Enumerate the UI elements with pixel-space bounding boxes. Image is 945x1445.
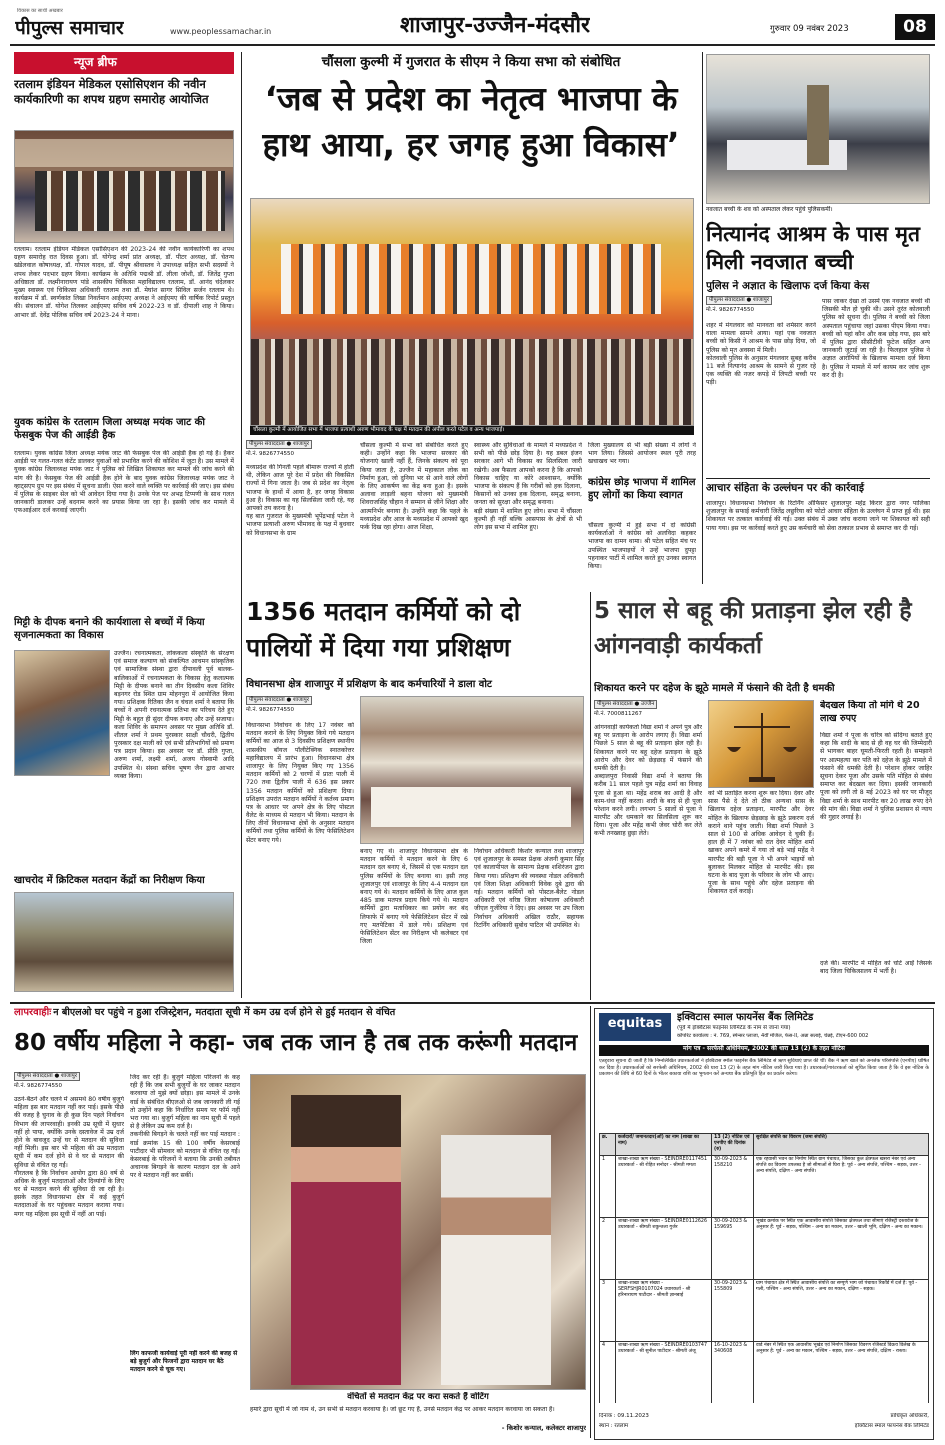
training-col3: निर्वाचन अधिकारी किशोर कन्याल तथा शाजापुर एवं शुजालपुर के समस्त प्रेक्षक अंजनी कुमार सिंह एवं कालापीपल के सामान्य प्रेक्षक शशिरंजन द्वारा किया गया। प्रशिक्षण की व्यवस्था नोडल अधिकारी एवं जिला शिक्षा अधिकारी विवेक दुबे द्वारा की गई। मतदान कर्मियों को पोस्टल-बैलेट नोडल अधिकारी एवं वरिष्ठ जिला कोषालय अधिकारी जीएल गुर्जरिया ने दिए। इस अवसर पर उप जिला निर्वाचन अधिकारी अखिल राठौर, सहायक रिटर्निंग अधिकारी सुबोध पाटिल भी उपस्थित थे। [474,848,584,929]
anganwadi-mobile: मो.नं. 7000811267 [594,711,643,718]
anganwadi-side-body: विद्या शर्मा ने पूजा के चरित्र को संदिग्ध बताते हुए कहा कि शादी के बाद से ही वह घर की जिम्मेदारी से भागकर बाहर घूमती-फिरती रहती है। समझाने पर आत्महत्या कर पति को दहेज के झूठे मामले में फंसाने की धमकी देती है। परेशान होकर जाहिर सूचना देकर पूजा और उसके पति मोहित से संबंध समाप्त कर बेदखल कर दिया। इसकी जानकारी पूजा को लगी तो 8 मई 2023 को घर पर मौजूद विद्या शर्मा के साथ मारपीट कर 20 लाख रुपए देने की मांग की। विद्या शर्मा ने पुलिस प्रशासन से न्याय की गुहार लगाई है। [820,732,932,821]
lower-rule [10,1002,935,1004]
ima-photo [14,130,234,243]
lead-byline: पीपुल्स संवाददाता ● शाजापुर [246,440,312,449]
inspection-photo [14,892,234,992]
brief-s4-head: खाचरोद में क्रिटिकल मतदान केंद्रों का निरीक्षण किया [14,875,205,886]
lapar-quote-by: - किशोर कन्याल, कलेक्टर शाजापुर [501,1424,586,1432]
equitas-logo-text: equitas [607,1016,663,1031]
code-body: शाजापुर। विधानसभा निर्वाचन के रिटर्निंग ऑफिसर शुजालपुर महेंद्र किरार द्वारा नगर पालिका शुजालपुर के सफाई कर्मचारी जितेंद्र लछुरिया को फोटो आचार संहिता के उल्लंघन में प्राप्त हुई थी। इस शिकायत पर तत्काल कार्रवाई की गई। उक्त संबंध में उक्त जांच कराया जाने पर शिकायत को सही पाया गया। इस पर कार्रवाई करते हुए उस कर्मचारी को सेवा तत्काल प्रभाव से समाप्त कर दी गई। [706,500,930,532]
row-no: 4 [600,1341,616,1403]
row-desc: एक रहवासी भवन का निर्माण स्थित ग्राम पंचायत, जिसका कुल क्षेत्रफल खसरा नंबर एवं अन्य संपत्ति का विवरण उपलब्ध है जो सीमाओं से घिरा है: पूर्व - अन्य संपत्ति, पश्चिम - सड़क, उत्तर - अन्य संपत्ति, दक्षिण - अन्य संपत्ति। [754,1155,929,1217]
justice-illustration [708,700,814,788]
lead-col1: मध्यप्रदेश की गिनती पहले बीमारू राज्यों में होती थी, लेकिन आज पूरे देश में प्रदेश की विकसित राज्यों में गिना जाता है। जब से प्रदेश का नेतृत्व भाजपा के हाथों में आया है, हर जगह विकास हुआ है। विकास का यह सिलसिला जारी रहे, यह आपको तय करना है। यह बात गुजरात के मुख्यमंत्री भूपेंद्रभाई पटेल ने भाजपा प्रत्याशी अरुण भीमावद के पक्ष में बुधवार को विधानसभा के ग्राम [246,464,354,537]
col-rule-notice [590,1006,591,1438]
notice-intro: एतद्द्वारा सूचना दी जाती है कि निम्नलिखित उधारकर्ताओं ने इक्विटास स्मॉल फाइनेंस बैंक लिमिटेड से ऋण सुविधाएं प्राप्त की थीं। बैंक ने ऋण खाते को अनर्जक परिसंपत्ति (एनपीए) घोषित कर दिया है। उधारकर्ताओं को सरफेसी अधिनियम, 2002 की धारा 13 (2) के तहत मांग नोटिस जारी किया गया है। उधारकर्ता/गारंटरकर्ता को सूचित किया जाता है कि वे इस नोटिस के प्रकाशन की तिथि से 60 दिनों के भीतर बकाया राशि का भुगतान करें अन्यथा बैंक प्रतिभूति हित का प्रवर्तन करेगा। [599,1058,929,1078]
anganwadi-subhead: शिकायत करने पर दहेज के झूठे मामले में फंसाने की देती है धमकी [594,683,835,694]
woman-figure [291,1095,401,1385]
lapar-byline-box [14,1072,122,1094]
lapar-kicker-label: लापरवाहीः [14,1007,52,1018]
col-header-name: कर्जदारों/ जमानतदार(ओं) का नाम (शाखा का नाम) [616,1134,712,1156]
row-no: 1 [600,1155,616,1217]
row-date: 30-09-2023 & 159695 [712,1217,754,1279]
table-row [600,1155,929,1217]
crime-col2: पास जाकर देखा तो उसमें एक नवजात बच्ची थी जिसकी मौत हो चुकी थी। उसने तुरंत कोतवाली पुलिस को सूचना दी। पुलिस ने बच्ची को जिला अस्पताल पहुंचाया जहां उसका पीएम किया गया। बच्ची को यहां कौन और कब छोड़ गया, इस बारे में पुलिस द्वारा सीसीटीवी फुटेज सहित अन्य जानकारी जुटाई जा रही है। फिलहाल पुलिस ने अज्ञात आरोपियों के खिलाफ मामला दर्ज किया है। पुलिस ने मामले में मर्ग कायम कर जांच शुरू कर दी है। [822,298,930,379]
notice-table-grid [599,1133,929,1403]
lead-col3: स्वास्थ्य और सुविधाओं के मामले में मध्यप्रदेश ने सभी को पीछे छोड़ दिया है। यह डबल इंजन सरकार आगे भी विकास का सिलसिला जारी रखेगी। अब फैसला आपको करना है कि आपको विकास चाहिए या कोरे आश्वासन, क्योंकि भाजपा के संकल्प हैं कि गरीबों को हक दिलाना, किसानों को उनका हक दिलाना, समृद्ध बनाना, जनता को सुरक्षा और समृद्ध बनाना। बड़ी संख्या में शामिल हुए लोग। सभा में चौंसला कुल्मी ही नहीं बल्कि आसपास के क्षेत्रों से भी लोग इस सभा में शामिल हुए। [474,442,582,531]
anganwadi-col2: को भी प्रताड़ित करना शुरू कर दिया। देवर और सास पैसे दे देते तो ठीक अन्यथा सास के खिलाफ दहेज प्रताड़ना, मारपीट और देवर मोहित के खिलाफ छेड़छाड़ के झूठे प्रकरण दर्ज कराने थाने पहुंच जाती। विद्या शर्मा पिछले 3 साल से 100 से अधिक आवेदन दे चुकी हैं। हाल ही में 7 नवंबर को रात देवर मोहित शर्मा खाकर अपने कमरे में गया तो बड़े भाई महेंद्र ने मारपीट की बड़ी पूजा ने भी अपने भाइयों को बुलाकर मिलकर मोहित से मारपीट की। इस घटना के बाद पूजा के परिवार के लोग भी आए। पूजा के साथ पहुंचे और दहेज प्रताड़ना की शिकायत दर्ज कराई। [708,790,814,896]
lapar-headline: 80 वर्षीय महिला ने कहा- जब तक जान है तब तक करूंगी मतदान [14,1030,578,1056]
notice-head: मांग पत्र - सरफेसी अधिनियम, 2002 की धारा 13 (2) के तहत नोटिस [599,1045,929,1056]
crime-col1: शहर में मंगलवार को मानवता को शर्मसार करने वाला मामला सामने आया। यहां एक नवजात बच्ची को किसी ने आश्रम के पास छोड़ दिया, जो पुलिस को मृत अवस्था में मिली। कोतवाली पुलिस के अनुसार मंगलवार सुबह करीब 11 बजे नित्यानंद आश्रम के सामने से गुजर रहे एक व्यक्ति की नजर कपड़े में लिपटी बच्ची पर पड़ी। [706,322,816,387]
lapar-byline: पीपुल्स संवाददाता ● शाजापुर [14,1072,80,1081]
lead-mobile: मो.नं. 9826774550 [246,451,295,458]
equitas-logo [599,1013,671,1041]
training-headline: 1356 मतदान कर्मियों को दो पालियों में दिया गया प्रशिक्षण [246,597,521,662]
bank-notice [594,1008,934,1440]
col-rule-left [241,52,242,998]
crime-byline: पीपुल्स संवाददाता ● शाजापुर [706,296,772,305]
row-name: शाखा-शाखा ऋण संख्या - SEINDRE0112626 उधारकर्ता - श्रीमती शकुन्तला गुर्जर [616,1217,712,1279]
crime-subhead: पुलिस ने अज्ञात के खिलाफ दर्ज किया केस [706,280,870,292]
lapar-col1: उठने-बैठने और चलने में असमर्थ 80 वर्षीय बुजुर्ग महिला इस बार मतदान नहीं कर पाई। इसके पीछे की वजह है चुनाव के ही कुछ दिन पहले निर्वाचन विभाग की लापरवाही। इनकी उम्र सूची में सुधार नहीं हो पाया, क्योंकि उनके दस्तावेज में उम्र दर्ज होने के बावजूद उन्हें घर से मतदान की सुविधा नहीं मिली। इस बार भी महिला की उम्र मतदाता सूची में कम दर्ज होने से वे घर से मतदान की सुविधा से वंचित रह गईं। गौरतलब है कि निर्वाचन आयोग द्वारा 80 वर्ष से अधिक के बुजुर्ग मतदाताओं और दिव्यांगों के लिए घर से मतदान करने की सुविधा दी जा रही है। इसके तहत विधानसभा क्षेत्र में कई बुजुर्ग मतदाताओं के घर पहुंचकर मतदान कराया गया। मगर यह महिला इस सूची में नहीं आ पाई। [14,1096,124,1218]
masthead-url: www.peoplessamachar.in [170,27,272,36]
lead-headline: ‘जब से प्रदेश का नेतृत्व भाजपा के हाथ आया, हर जगह हुआ विकास’ [262,79,680,164]
anganwadi-side-head: बेदखल किया तो मांगे थे 20 लाख रुपए [820,700,920,724]
notice-signatory: प्राधिकृत अधिकारी, [890,1413,929,1419]
lead-col4b: चौंसला कुल्मी में हुई सभा में दो कांग्रेसी कार्यकर्ताओं ने कांग्रेस को अलविदा कहकर भाजपा का दामन थामा। श्री पटेल सहित मंच पर उपस्थित भाजपाइयों ने उन्हें भाजपा दुपट्टा पहनाकर पार्टी में शामिल करते हुए उनका स्वागत किया। [588,522,696,570]
rally-crowd [251,339,694,426]
row-desc: ग्राम पंचायत क्षेत्र में स्थित आवासीय संपत्ति का सम्पूर्ण भाग जो पंचायत रिकॉर्ड में दर्ज है: पूर्व - गली, पश्चिम - अन्य संपत्ति, उत्तर - अन्य का मकान, दक्षिण - सड़क। [754,1279,929,1341]
masthead-logo: पीपुल्स समाचार [15,17,124,39]
lead-col4: जिला मुख्यालय से भी बड़ी संख्या में लोगों ने भाग लिया। जिससे आयोजन स्थल पूरी तरह खचाखच भर गया। [588,442,696,466]
edition-title: शाजापुर-उज्जैन-मंदसौर [400,13,591,38]
masthead-logo-tag: विकास का साथी अखबार [17,8,63,14]
notice-sub1: (पूर्व में इक्विटास फाइनेंस लिमिटेड के नाम से जाना गया) [677,1025,791,1031]
brief-s1-body: रतलाम। रतलाम इंडियन मेडिकल एसोसिएशन की 2023-24 की नवीन कार्यकारिणी का शपथ ग्रहण समारोह रात दिवस हुआ। डॉ. योगेन्द्र शर्मा प्रांत अध्यक्ष, डॉ. पीटर अध्यक्ष, डॉ. चेतन्य खंडेलवाल कोषाध्यक्ष, डॉ. गोपाल यादव, डॉ. पीयूष श्रीवास्तव ने उपाध्यक्ष सहित सभी सदस्यों ने शपथ लेकर पदभार ग्रहण किया। कार्यक्रम के अतिथि पद्मश्री डॉ. लीला जोशी, डॉ. जितेंद्र गुप्ता अधिष्ठाता डॉ. लक्ष्मीनारायण पांडे शासकीय चिकित्सा महाविद्यालय रतलाम, डॉ. आनंद चंदेलकर मुख्य स्वास्थ्य एवं चिकित्सा अधिकारी रतलाम तथा डॉ. मेघांश सागर सिविल सर्जन रतलाम थे। कार्यक्रम में डॉ. स्वर्णकांत लिखा निवर्तमान आईएमए अध्यक्ष ने आईएमए की वार्षिक रिपोर्ट प्रस्तुत की। संचालन डॉ. योगेश तिलकर आईएमए सचिव वर्ष 2022-23 व डॉ. दीपाली शाह ने किया। आभार डॉ. देवेंद्र पोलिक सचिव वर्ष 2023-24 ने माना। [14,246,234,319]
notice-table-header [600,1134,929,1156]
col-header-desc: सुरक्षित संपत्ति का विवरण (जमा संपत्ति) [754,1134,929,1156]
notice-footer-place: स्थान : रतलाम [599,1423,629,1429]
page-number: 08 [895,14,935,40]
row-no: 3 [600,1279,616,1341]
brief-s3-body-a: उज्जैन। रचनात्मकता, लोककला संस्कृति के संरक्षण एवं समाज कल्याण को संकल्पित आचमन सांस्कृतिक एवं सामाजिक संस्था द्वारा दीपावली पूर्व बालक-बालिकाओं में रचनात्मकता के विकास हेतु कलात्मक मिट्टी के दीपक बनाने का तीन दिवसीय कला शिविर बड़नगर रोड स्थित ग्राम मोहनपुरा में आयोजित किया गया। प्रशिक्षक रितिका जैन व चंचल शर्मा ने बताया कि बच्चों ने अपनी रचनात्मक प्रतिभा का परिचय देते हुए मिट्टी के बहुत ही सुंदर दीपक बनाए और उन्हें सजाया। कला शिविर के समापन अवसर पर मुख्य अतिथि डॉ. शीतल शर्मा ने प्रथम पुरस्कार साक्षी चौधरी, द्वितीय पुरस्कार दक्ष माली को एवं सभी प्रतिभागियों को प्रमाण पत्र प्रदान किया। इस अवसर पर डॉ. प्रीति गुप्ता, अरुण शर्मा, लक्ष्मी शर्मा, अजय गोस्वामी आदि उपस्थित थे। संस्था सचिव भूषण जैन द्वारा आभार व्यक्त किया। [114,650,234,780]
row-name: शाखा-शाखा ऋण संख्या - SEINDRE0103747 उधारकर्ता - श्री सुनील पाटीदार - श्रीमती अंजू [616,1341,712,1403]
lead-story [246,52,698,588]
masthead-rule [10,44,935,46]
training-photo [360,696,584,844]
rally-caption: चौंसला कुल्मी में आयोजित सभा में भाजपा प्रत्याशी अरुण भीमावद के पक्ष में मतदान की अपील करते पटेल व अन्य भाजपाई। [250,426,694,435]
hospital-caption: नवजात बच्ची के शव को अस्पताल लेकर पहुंचे पुलिसकर्मी। [706,206,833,213]
training-col1: विधानसभा निर्वाचन के लिए 17 नवंबर को मतदान कराने के लिए नियुक्त किये गये मतदान कर्मियों का आज से 3 दिवसीय प्रशिक्षण स्थानीय शासकीय बॉयज पॉलीटेक्निक स्नातकोत्तर महाविद्यालय में प्रारंभ हुआ। विधानसभा क्षेत्र शाजापुर के लिए नियुक्त किए गए 1356 मतदान कर्मियों को 2 चरणों में प्रातः पाली में 720 तथा द्वितीय पाली में 636 इस प्रकार 1356 मतदान कर्मियों को प्रशिक्षण दिया। प्रशिक्षण उपरांत मतदान कर्मियों ने कर्तव्य प्रमाण पत्र के आधार पर अपने क्षेत्र के लिए पोस्टल वैलेट के माध्यम से मतदान भी किया। मतदान के लिए तीनों विधानसभा क्षेत्रों के अनुसार मतदान कर्मियों तथा पुलिस कर्मियों के लिए फेसिलिटेशन सेंटर बनाए गये। [246,722,354,844]
row-desc: वार्ड नंबर में स्थित एक आवासीय भूखंड एवं निर्माण जिसका विवरण रजिस्टर्ड विक्रय विलेख के अनुसार है: पूर्व - अन्य का मकान, पश्चिम - सड़क, उत्तर - अन्य संपत्ति, दक्षिण - रास्ता। [754,1341,929,1403]
training-byline: पीपुल्स संवाददाता ● शाजापुर [246,696,312,705]
notice-footer-date: दिनांक : 09.11.2023 [599,1413,649,1419]
lead-subhead: कांग्रेस छोड़ भाजपा में शामिल हुए लोगों का किया स्वागत [588,477,696,501]
lead-kicker: चौंसला कुल्मी में गुजरात के सीएम ने किया सभा को संबोधित [321,54,621,70]
lapar-col2: जिद कर रही हैं। बुजुर्ग महिला परिजनों के कह रही हैं कि जब सभी बुजुर्गों के घर जाकर मतदान करवाया तो मुझे क्यों छोड़ा। इस मामले में उनके वार्ड के संबंधित बीएलओ से जब जानकारी ली गई तो उन्होंने कहा कि निर्धारित समय पर फॉर्म नहीं भरा गया था। बुजुर्ग महिला का नाम सूची में पहले से है लेकिन उम्र कम दर्ज है। तकनीकी बिगड़ने के चलते नहीं कर पाई मतदान : वार्ड क्रमांक 15 की 100 वर्षीय केसरबाई पाटीदार भी सोमवार को मतदान से वंचित रह गईं। केसरबाई के परिजनों ने बताया कि उनकी तबीयत अचानक बिगड़ने के कारण मतदान दल के आने पर वे मतदान नहीं कर सकीं। [130,1074,240,1180]
brief-label: न्यूज ब्रीफ [14,52,234,74]
training-col2: बनाए गए थे। शाजापुर विधानसभा क्षेत्र के मतदान कर्मियों ने मतदान करने के लिए 6 मतदान दल बनाए थे, जिसमें से एक मतदान दल पुलिस कर्मियों के लिए बनाया था। इसी तरह शुजालपुर एवं शाजापुर के लिए 4-4 मतदान दल बनाए गये थे। मतदान कर्मियों के लिए आज कुल 485 डाक मतपत्र प्रदाय किये गये थे। मतदान कर्मियों द्वारा मताधिकार का प्रयोग कर बंद लिफाफे में बनाए गये फेसिलिटेशन सेंटर में रखे गए मतपेटिका में डाले गये। प्रशिक्षण एवं फेसिलिटेशन सेंटर का निरीक्षण भी कलेक्टर एवं जिला [360,848,468,946]
crime-story [706,52,932,588]
row-date: 30-09-2023 & 155809 [712,1279,754,1341]
table-row [600,1217,929,1279]
crime-mobile: मो.नं. 9826774550 [706,307,755,314]
anganwadi-story [594,592,934,1000]
lapar-quote: हमारे द्वारा सूची में जो नाम थे, उन सभी से मतदान करवाया है। जो छूट गए हैं, उनसे मतदान केंद्र पर आकर मतदान करवाया जा सकता है। [250,1406,555,1413]
anganwadi-byline-box [594,700,702,722]
code-head: आचार संहिता के उल्लंघन पर की कार्रवाई [706,482,864,494]
lapar-kicker-row [14,1006,586,1022]
notice-signatory-org: इक्विटास स्माल फायनेंस बैंक लिमिटेड [854,1423,929,1429]
brief-s2-head: युवक कांग्रेस के रतलाम जिला अध्यक्ष मयंक जाट की फेसबुक पेज की आईडी हैक [14,417,205,441]
brief-s2-body: रतलाम। युवक कांग्रेस जिला अध्यक्ष मयंक जाट की फेसबुक पेज की आईडी हैक हो गई है। हैकर आईडी पर गलत-गलत कंटेंट डालकर युवाओं को प्रभावित करने की कोशिश में जुटा है। उस मामले में युवक कांग्रेस जिलाध्यक्ष मयंक जाट ने पुलिस को लिखित शिकायत कर मामले की जांच करने की मांग की है। फेसबुक पेज की आईडी हैक होने के बाद युवक कांग्रेस जिलाध्यक्ष मयंक जाट ने व्हाट्सएप ग्रुप पर इस संबंध में सूचना डाली। ऐसा करने वाले व्यक्ति पर कार्रवाई की जाए। इस संबंध में पुलिस के साइबर सेल को भी आवेदन दिया गया है। उनके पेज पर अभद्र टिप्पणी के साथ गलत जानकारी डालकर उन्हें बदनाम करने का प्रयास किया जा रहा है। इसकी जांच कर मामले में एफआईआर दर्ज करवाई जाएगी। [14,450,234,515]
row-desc: भूखंड क्रमांक पर स्थित एक आवासीय संपत्ति जिसका क्षेत्रफल तथा सीमाएं रजिस्ट्री दस्तावेज के अनुसार हैं: पूर्व - सड़क, पश्चिम - अन्य का मकान, उत्तर - खाली भूमि, दक्षिण - अन्य का मकान। [754,1217,929,1279]
anganwadi-col3: दर्ज की। मारपीट में मोहित को चोटें आईं जिसके बाद जिला चिकित्सालय में भर्ती है। [820,960,932,976]
lapar-mobile: मो.नं. 9826774550 [14,1083,63,1090]
workshop-photo [14,650,110,776]
crime-rule [706,478,930,479]
lapar-photo-cap1: लिंग काफजी कार्यवाई पूरी नहीं करने की बजह से बड़े बुजुर्ग और फिजनों द्वारा मतदान घर बैठे मतदान करने से चूक गए। [130,1350,238,1373]
crime-headline: नित्यानंद आश्रम के पास मृत मिली नवजात बच्ची [706,222,920,275]
row-name: शाखा-शाखा ऋण संख्या - SEINDRE0117451 उधारकर्ता - श्री रोहित सनोदर - श्रीमती ममता [616,1155,712,1217]
training-table [371,787,571,827]
col-rule-training [590,592,591,1000]
ima-people [35,171,225,231]
masthead-date: गुरुवार 09 नवंबर 2023 [770,24,849,34]
elder-figure [441,1135,551,1385]
lapar-kicker: न बीएलओ घर पहुंचे न हुआ रजिस्ट्रेशन, मतदाता सूची में कम उम्र दर्ज होने से हुई मतदान से वंचित [53,1007,396,1018]
training-subhead: विधानसभा क्षेत्र शाजापुर में प्रशिक्षण के बाद कर्मचारियों ने डाला वोट [246,679,492,690]
anganwadi-col1: आंगनवाड़ी कार्यकर्ता विद्या शर्मा ने अपने पुत्र और बहू पर प्रताड़ना के आरोप लगाए हैं। विद्या शर्मा पिछले 5 साल से बहू की प्रताड़ना झेल रही है। शिकायत करने पर बहू दहेज प्रताड़ना के झूठे आरोप और देवर को छेड़छाड़ में फंसाने की धमकी देती है। अब्दालपुरा निवासी विद्या शर्मा ने बताया कि करीब 11 साल पहले पुत्र महेंद्र शर्मा का विवाह पूजा से हुआ था। महेंद्र शराब का आदी है और काम-धंधा नहीं करता। शादी के बाद से ही पूजा परेशान करने लगी। लगभग 5 सालों से पूजा ने मारपीट और धमकाने का सिलसिला शुरू कर दिया। पूजा और महेंद्र कभी जेवर चोरी कर लेते कभी तनख्वाह छुड़ा लेते। [594,724,702,838]
table-row [600,1341,929,1403]
masthead [0,0,945,44]
col-rule-mid [702,52,703,584]
notice-title: इक्विटास स्माल फायनेंस बैंक लिमिटेड [677,1012,814,1023]
brief-s3-head: मिट्टी के दीपक बनाने की कार्यशाला से बच्चों में किया सृजनात्मकता का विकास [14,617,205,641]
lapar-photo-cap2: वंचितों से मतदान केंद्र पर करा सकते हैं वोटिंग [347,1392,489,1402]
lead-byline-box [246,440,354,462]
anganwadi-headline: 5 साल से बहू की प्रताड़ना झेल रही है आंगनवाड़ी कार्यकर्ता [594,598,912,659]
col-header-no: क्र. [600,1134,616,1156]
training-byline-box [246,696,354,718]
hospital-officer [807,85,829,165]
notice-sub2: कॉर्पोरेट कार्यालय : नं. 769, स्पेन्सर प्लाजा, 4वीं मंजिल, फेस-II, अन्ना सलाई, चेन्नई, टीएन-600 002 [677,1033,869,1039]
row-date: 16-10-2023 & 340608 [712,1341,754,1403]
table-row [600,1279,929,1341]
rally-stage [281,244,661,314]
hospital-bed [727,140,847,170]
brief-s1-head: रतलाम इंडियन मेडिकल एसोसिएशन की नवीन कार्यकारिणी का शपथ ग्रहण समारोह आयोजित [14,77,209,107]
elderly-voter-photo [250,1074,586,1390]
anganwadi-byline: पीपुल्स संवाददाता ● उज्जैन [594,700,657,709]
scales-icon [709,701,814,788]
rally-photo [250,198,694,426]
ima-banner [15,139,234,167]
notice-table [599,1133,929,1403]
row-date: 30-09-2023 & 158210 [712,1155,754,1217]
training-story [246,592,586,1000]
col-header-date: 13 (2) नोटिस एवं एनपीए की दिनांक (रु) [712,1134,754,1156]
lead-col2: चौंसला कुल्मी में सभा को संबोधित करते हुए कही। उन्होंने कहा कि भाजपा सरकार की योजनाएं खाली नहीं हैं, जिनके संकल्प को पूरा किया जाता है, उज्जैन में महाकाल लोक का निर्माण हुआ, जो दुनिया भर से आने वाले लोगों के लिए आकर्षण का केंद्र बना हुआ है। इसके अलावा लाड़ली बहना योजना को मुख्यमंत्री शिवराजसिंह चौहान ने सम्मान से जीने शिक्षा और आत्मनिर्भर बनाया है। उन्होंने कहा कि पहले के मध्यप्रदेश और आज के मध्यप्रदेश में आपको खुद फर्क दिख रहा होगा। आज शिक्षा, [360,442,468,531]
row-no: 2 [600,1217,616,1279]
crime-byline-box [706,296,816,318]
news-brief [14,52,236,994]
training-mobile: मो.नं. 9826774550 [246,707,295,714]
row-name: शाखा-शाखा ऋण संख्या - SERFSHJR0107024 उधारकर्ता - श्री हरिनारायण पाटीदार - श्रीमती ज्ञानबाई [616,1279,712,1341]
hospital-photo [706,54,930,204]
